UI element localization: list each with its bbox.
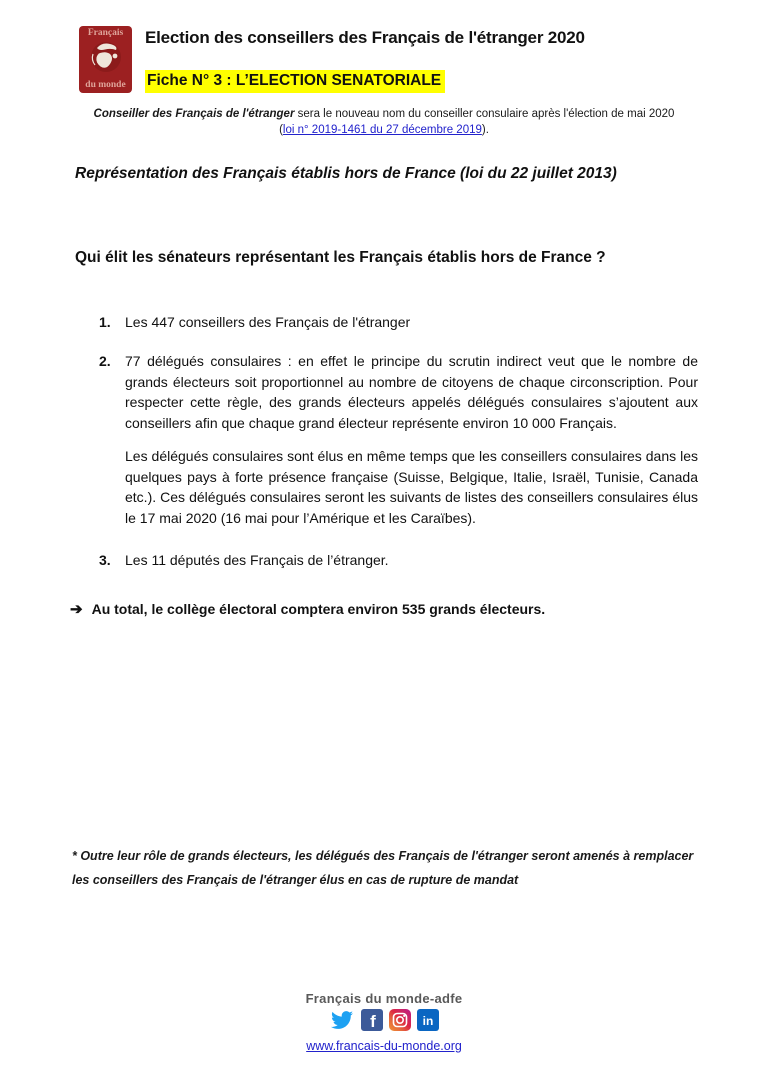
list-item-text: Les 447 conseillers des Français de l'étranger — [125, 314, 411, 330]
total-summary-text: Au total, le collège électoral comptera environ 535 grands électeurs. — [91, 601, 546, 617]
page-footer — [0, 991, 768, 1053]
section-heading-representation: Représentation des Français établis hors de France (loi du 22 juillet 2013) — [75, 165, 617, 182]
list-item — [99, 312, 698, 332]
intro-note-line2 — [40, 123, 728, 139]
logo-text-bottom: du monde — [85, 79, 126, 90]
arrow-bullet-icon: ➔ — [70, 601, 83, 618]
paren-open: ( — [279, 123, 283, 136]
twitter-icon[interactable] — [329, 1009, 355, 1036]
facebook-icon[interactable] — [361, 1009, 383, 1036]
footer-website-link-wrap — [0, 1039, 768, 1053]
total-summary-line — [70, 600, 698, 618]
intro-note-line1 — [40, 107, 728, 123]
social-links-row — [0, 1010, 768, 1034]
globe-icon — [87, 40, 125, 79]
intro-note-rest: sera le nouveau nom du conseiller consulaire après l'élection de mai 2020 — [294, 108, 675, 120]
list-item-number: 1. — [99, 314, 111, 330]
svg-text:f: f — [370, 1011, 376, 1031]
footnote: * Outre leur rôle de grands électeurs, les délégués des Français de l'étranger seront amenés à remplacer les conseillers des Français de l'étranger élus en cas de rupture de mandat — [72, 849, 694, 887]
francais-du-monde-logo — [79, 26, 132, 93]
footer-organization-name: Français du monde-adfe — [305, 991, 463, 1006]
list-item-continuation: Les délégués consulaires sont élus en même temps que les conseillers consulaires dans les quelques pays à forte présence française (Suisse, Belgique, Italie, Israël, Tunisie, Canada etc.). Ces délégués consulaires seront les suivants de listes des conseillers consulaires élus le 17 mai 2020 (16 mai pour l’Amérique et les Caraïbes). — [125, 448, 698, 526]
list-item-text: 77 délégués consulaires : en effet le principe du scrutin indirect veut que le nombre de grands électeurs soit proportionnel au nombre de citoyens de chaque circonscription. Pour respecter cette règle, des grands électeurs appelés délégués consulaires s’ajoutent aux conseillers afin que chaque grand électeur représente environ 10 000 Français. — [125, 353, 698, 431]
svg-text:in: in — [422, 1013, 434, 1028]
intro-note — [40, 107, 728, 138]
paren-close: ). — [481, 123, 489, 136]
list-item — [99, 550, 698, 570]
logo-text-top: Français — [87, 28, 124, 38]
page-title: Election des conseillers des Français de l'étranger 2020 — [145, 28, 585, 47]
intro-note-italic: Conseiller des Français de l'étranger — [93, 108, 295, 120]
law-reference-link[interactable]: loi n° 2019-1461 du 27 décembre 2019 — [282, 123, 482, 136]
list-item-number: 3. — [99, 551, 111, 568]
electors-list — [99, 312, 698, 570]
section-heading-question: Qui élit les sénateurs représentant les Français établis hors de France ? — [75, 249, 606, 266]
page-subtitle-highlight: Fiche N° 3 : L’ELECTION SENATORIALE — [145, 70, 445, 93]
linkedin-icon[interactable] — [417, 1009, 439, 1036]
list-item — [99, 351, 698, 433]
list-item-number: 2. — [99, 353, 111, 370]
website-link[interactable]: www.francais-du-monde.org — [306, 1039, 462, 1053]
instagram-icon[interactable] — [389, 1009, 411, 1036]
list-item-text: Les 11 députés des Français de l’étranger. — [125, 551, 389, 568]
